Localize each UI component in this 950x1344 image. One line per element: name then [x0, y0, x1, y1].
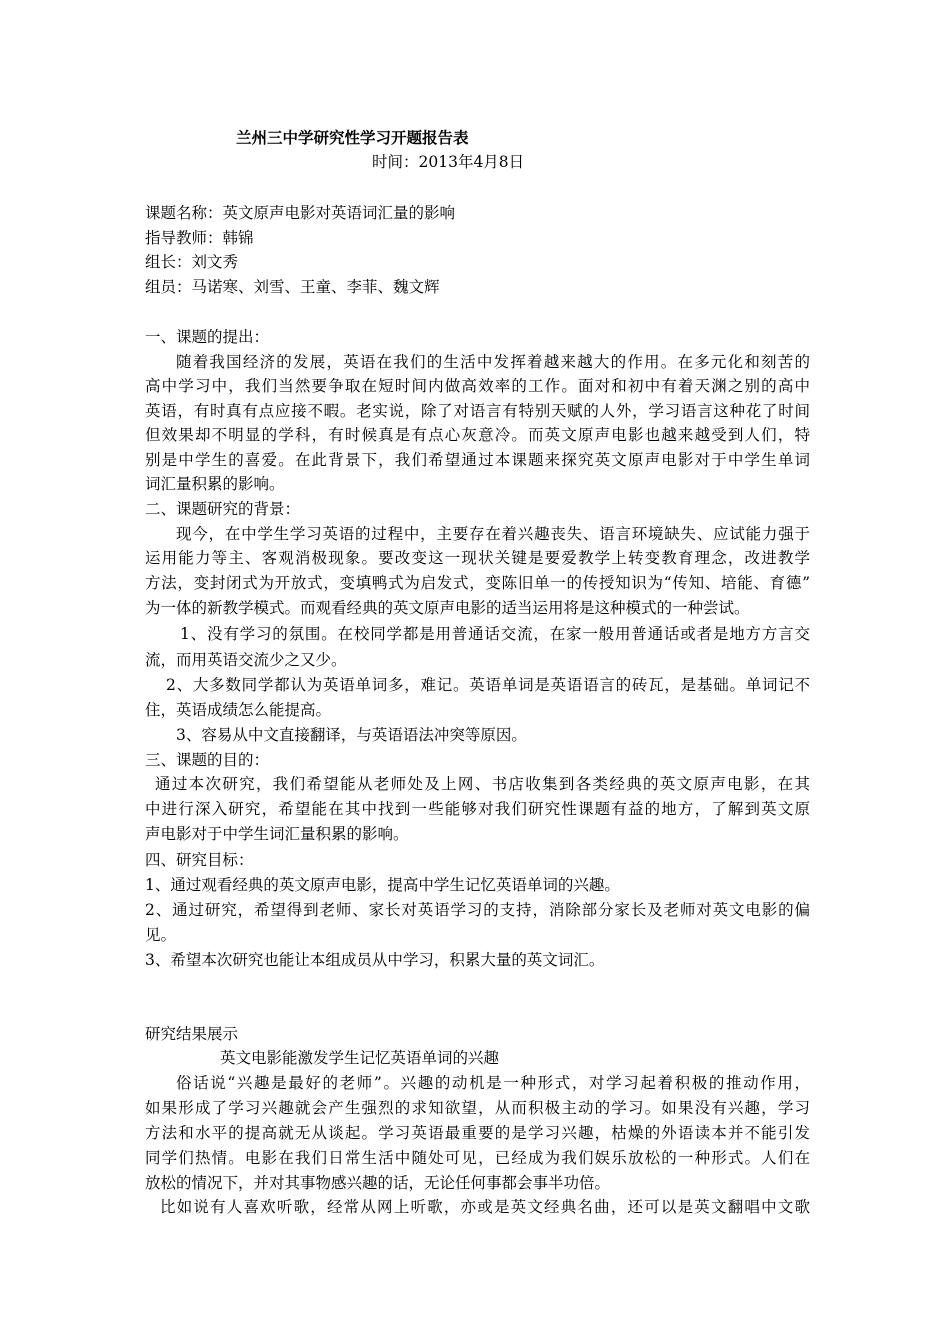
section1-heading: 一、课题的提出：: [145, 328, 270, 346]
section2-line: 为一体的新教学模式。而观看经典的英文原声电影的适当运用将是这种模式的一种尝试。: [145, 599, 750, 617]
section3-line: 通过本次研究，我们希望能从老师处及上网、书店收集到各类经典的英文原声电影，在其: [155, 775, 810, 793]
results-line: 俗话说“兴趣是最好的老师”。兴趣的动机是一种形式，对学习起着积极的推动作用，: [176, 1074, 810, 1092]
goal-3: 3、希望本次研究也能让本组成员从中学习，积累大量的英文词汇。: [145, 951, 605, 969]
background-point-1-cont: 流，而用英语交流少之又少。: [145, 651, 347, 669]
section2-line: 方法，变封闭式为开放式，变填鸭式为启发式，变陈旧单一的传授知识为“传知、培能、育德”: [145, 574, 810, 592]
background-point-3: 3、容易从中文直接翻译，与英语语法冲突等原因。: [176, 726, 527, 744]
topic-name: 课题名称：英文原声电影对英语词汇量的影响: [145, 204, 456, 222]
section1-line: 高中学习中，我们当然要争取在短时间内做高效率的工作。面对和初中有着天渊之别的高中: [145, 377, 810, 395]
goal-1: 1、通过观看经典的英文原声电影，提高中学生记忆英语单词的兴趣。: [145, 876, 620, 894]
results-line: 如果形成了学习兴趣就会产生强烈的求知欲望，从而积极主动的学习。如果没有兴趣，学习: [145, 1099, 810, 1117]
section3-heading: 三、课题的目的：: [145, 751, 270, 769]
section1-line: 词汇量积累的影响。: [145, 475, 285, 493]
background-point-2: 2、大多数同学都认为英语单词多，难记。英语单词是英语语言的砖瓦，是基础。单词记不: [166, 676, 810, 694]
section2-line: 运用能力等主、客观消极现象。要改变这一现状关键是要爱教学上转变教育理念，改进教学: [145, 549, 810, 567]
section2-line: 现今，在中学生学习英语的过程中，主要存在着兴趣丧失、语言环境缺失、应试能力强于: [176, 525, 810, 543]
results-line: 方法和水平的提高就无从谈起。学习英语最重要的是学习兴趣，枯燥的外语读本并不能引发: [145, 1124, 810, 1142]
section2-heading: 二、课题研究的背景：: [145, 500, 301, 518]
document-date: 时间：2013年4月8日: [372, 153, 525, 171]
section1-line: 英语，有时真有点应接不暇。老实说，除了对语言有特别天赋的人外，学习语言这种花了时间: [145, 402, 810, 420]
results-line: 同学们热情。电影在我们日常生活中随处可见，已经成为我们娱乐放松的一种形式。人们在: [145, 1149, 810, 1167]
background-point-2-cont: 住，英语成绩怎么能提高。: [145, 701, 332, 719]
goal-2-cont: 见。: [145, 926, 177, 944]
section3-line: 声电影对于中学生词汇量积累的影响。: [145, 825, 409, 843]
advisor: 指导教师：韩锦: [145, 229, 254, 247]
results-line: 放松的情况下，并对其事物感兴趣的话，无论任何事都会事半功倍。: [145, 1174, 611, 1192]
results-line: 比如说有人喜欢听歌，经常从网上听歌，亦或是英文经典名曲，还可以是英文翻唱中文歌: [160, 1198, 810, 1216]
group-members: 组员：马诺寒、刘雪、王童、李菲、魏文辉: [145, 278, 440, 296]
results-heading: 研究结果展示: [145, 1025, 239, 1043]
group-leader: 组长：刘文秀: [145, 253, 239, 271]
section3-line: 中进行深入研究，希望能在其中找到一些能够对我们研究性课题有益的地方，了解到英文原: [145, 800, 810, 818]
section4-heading: 四、研究目标：: [145, 851, 254, 869]
section1-line: 但效果却不明显的学科，有时候真是有点心灰意冷。而英文原声电影也越来越受到人们，特: [145, 426, 810, 444]
background-point-1: 1、没有学习的氛围。在校同学都是用普通话交流，在家一般用普通话或者是地方方言交: [180, 625, 810, 643]
section1-line: 别是中学生的喜爱。在此背景下，我们希望通过本课题来探究英文原声电影对于中学生单词: [145, 451, 810, 469]
results-subtitle: 英文电影能激发学生记忆英语单词的兴趣: [220, 1049, 500, 1067]
goal-2: 2、通过研究，希望得到老师、家长对英语学习的支持，消除部分家长及老师对英文电影的偏: [145, 901, 810, 919]
section1-line: 随着我国经济的发展，英语在我们的生活中发挥着越来越大的作用。在多元化和刻苦的: [176, 353, 810, 371]
document-title: 兰州三中学研究性学习开题报告表: [236, 128, 469, 147]
